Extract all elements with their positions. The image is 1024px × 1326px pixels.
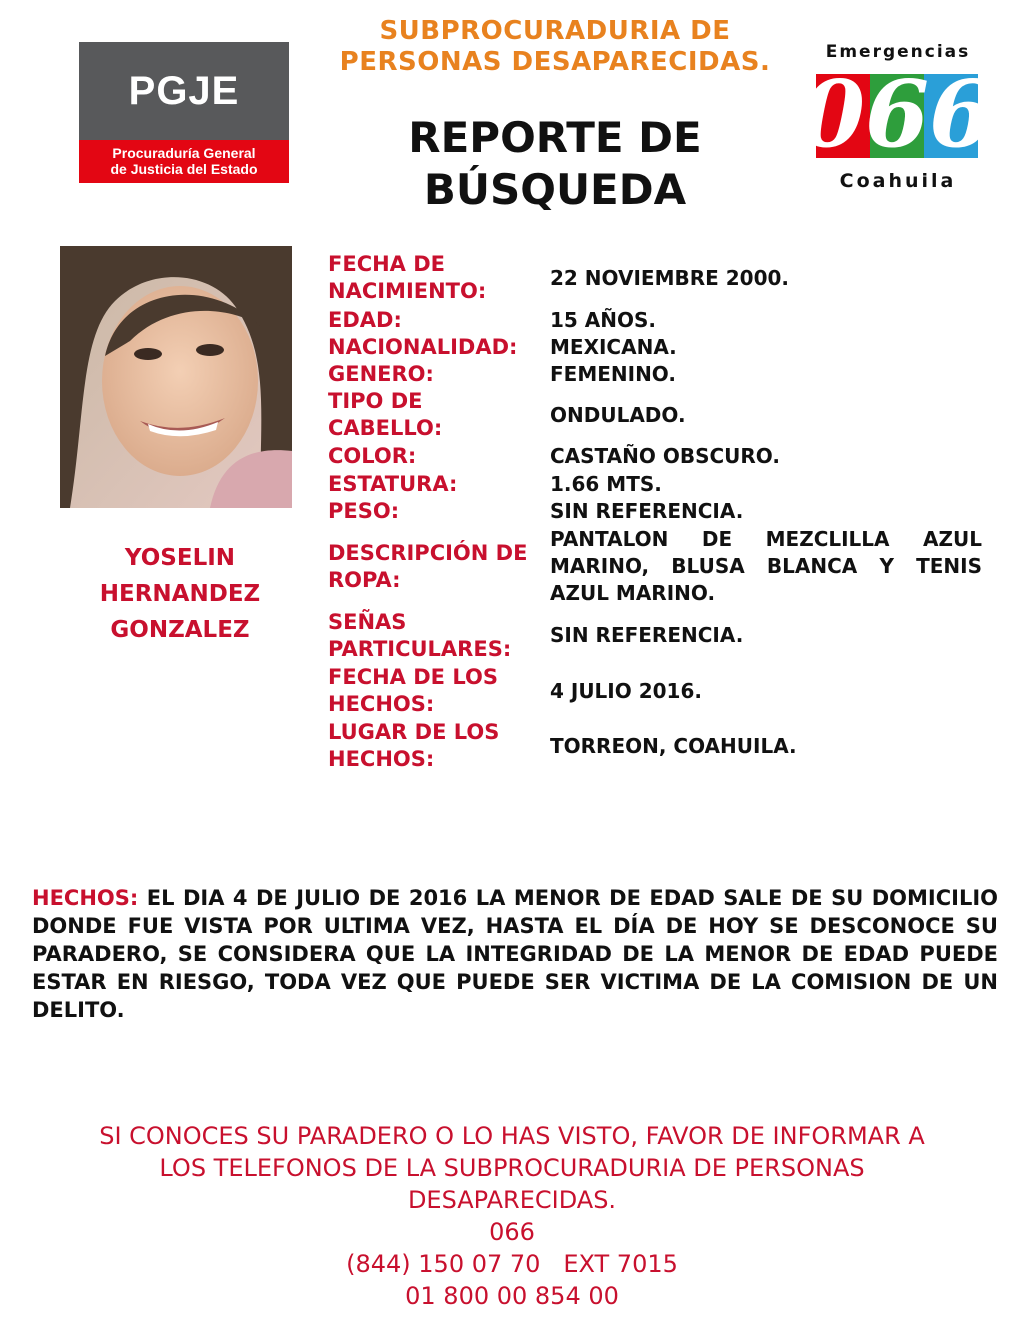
footer-line1: SI CONOCES SU PARADERO O LO HAS VISTO, FAVOR DE INFORMAR A xyxy=(99,1122,925,1150)
person-name-line1: YOSELIN xyxy=(124,545,236,571)
clothes-label xyxy=(328,540,543,594)
birth-label-line2: NACIMIENTO: xyxy=(328,279,487,303)
footer-line3: DESAPARECIDAS. xyxy=(407,1186,617,1214)
hair-label-line2: CABELLO: xyxy=(328,416,443,440)
emergency-number: 066 xyxy=(800,60,994,168)
gender-value: FEMENINO. xyxy=(550,362,676,386)
pgje-name-line1: Procuraduría General xyxy=(112,145,256,161)
hechos-paragraph xyxy=(32,884,998,1024)
page-title xyxy=(380,112,730,216)
clothes-line3: AZUL MARINO. xyxy=(550,581,716,605)
clothes-label-line2: ROPA: xyxy=(328,568,401,592)
subpro-line2: PERSONAS DESAPARECIDAS. xyxy=(339,47,771,77)
weight-label: PESO: xyxy=(328,499,400,523)
pgje-logo xyxy=(79,42,289,183)
hair-type-value: ONDULADO. xyxy=(550,403,686,427)
person-name-line3: GONZALEZ xyxy=(110,617,250,643)
place-label-line2: HECHOS: xyxy=(328,747,435,771)
hechos-text: EL DIA 4 DE JULIO DE 2016 LA MENOR DE EDAD SALE DE SU DOMICILIO DONDE FUE VISTA POR ULTIMA VEZ, HASTA EL DÍA DE HOY SE DESCONOCE SU PARADERO, SE CONSIDERA QUE LA INTEGRIDAD DE LA MENOR DE EDAD PUEDE ESTAR EN RIESGO, TODA VEZ QUE PUEDE SER VICTIMA DE LA COMISION DE UN DELITO. xyxy=(32,886,999,1022)
birth-date-label xyxy=(328,251,543,305)
subpro-line1: SUBPROCURADURIA DE xyxy=(379,16,731,46)
subprocuraduria-heading xyxy=(330,16,780,78)
footer-phone-local: (844) 150 07 70 EXT 7015 xyxy=(346,1250,678,1278)
marks-label-line1: SEÑAS xyxy=(328,610,407,634)
birth-date-value: 22 NOVIEMBRE 2000. xyxy=(550,266,790,290)
age-label: EDAD: xyxy=(328,308,402,332)
title-line1: REPORTE DE xyxy=(408,113,702,162)
event-date-value: 4 JULIO 2016. xyxy=(550,679,702,703)
event-date-label-line1: FECHA DE LOS xyxy=(328,665,498,689)
marks-label-line2: PARTICULARES: xyxy=(328,637,512,661)
weight-value: SIN REFERENCIA. xyxy=(550,499,744,523)
color-value: CASTAÑO OBSCURO. xyxy=(550,444,780,468)
emergency-label: Emergencias xyxy=(825,42,971,62)
title-line2: BÚSQUEDA xyxy=(423,165,687,214)
clothes-value xyxy=(550,526,982,607)
nationality-label: NACIONALIDAD: xyxy=(328,335,518,359)
person-name-line2: HERNANDEZ xyxy=(99,581,261,607)
color-label: COLOR: xyxy=(328,444,417,468)
clothes-line1: PANTALON DE MEZCLILLA AZUL xyxy=(550,527,982,551)
nationality-value: MEXICANA. xyxy=(550,335,677,359)
pgje-abbr: PGJE xyxy=(79,42,289,140)
footer-phone-tollfree: 01 800 00 854 00 xyxy=(405,1282,619,1310)
emergency-066-logo xyxy=(800,42,994,194)
place-value: TORREON, COAHUILA. xyxy=(550,734,797,758)
hair-type-label xyxy=(328,388,543,442)
place-label xyxy=(328,719,543,773)
pgje-name-line2: de Justicia del Estado xyxy=(110,161,258,177)
place-label-line1: LUGAR DE LOS xyxy=(328,720,500,744)
hair-label-line1: TIPO DE xyxy=(328,389,423,413)
emergency-region: Coahuila xyxy=(839,170,957,192)
contact-footer xyxy=(20,1120,1004,1312)
pgje-full-name xyxy=(79,140,289,183)
event-date-label xyxy=(328,664,543,718)
age-value: 15 AÑOS. xyxy=(550,308,657,332)
birth-label-line1: FECHA DE xyxy=(328,252,446,276)
person-name xyxy=(80,540,280,648)
marks-label xyxy=(328,609,543,663)
event-date-label-line2: HECHOS: xyxy=(328,692,435,716)
emergency-number-graphic xyxy=(800,60,994,168)
height-value: 1.66 MTS. xyxy=(550,472,662,496)
hechos-label: HECHOS: xyxy=(32,886,139,910)
gender-label: GENERO: xyxy=(328,362,434,386)
missing-person-photo xyxy=(60,246,292,508)
marks-value: SIN REFERENCIA. xyxy=(550,623,744,647)
footer-phone-066: 066 xyxy=(489,1218,535,1246)
clothes-line2: MARINO, BLUSA BLANCA Y TENIS xyxy=(550,554,982,578)
clothes-label-line1: DESCRIPCIÓN DE xyxy=(328,541,528,565)
height-label: ESTATURA: xyxy=(328,472,458,496)
footer-line2: LOS TELEFONOS DE LA SUBPROCURADURIA DE PERSONAS xyxy=(159,1154,865,1182)
